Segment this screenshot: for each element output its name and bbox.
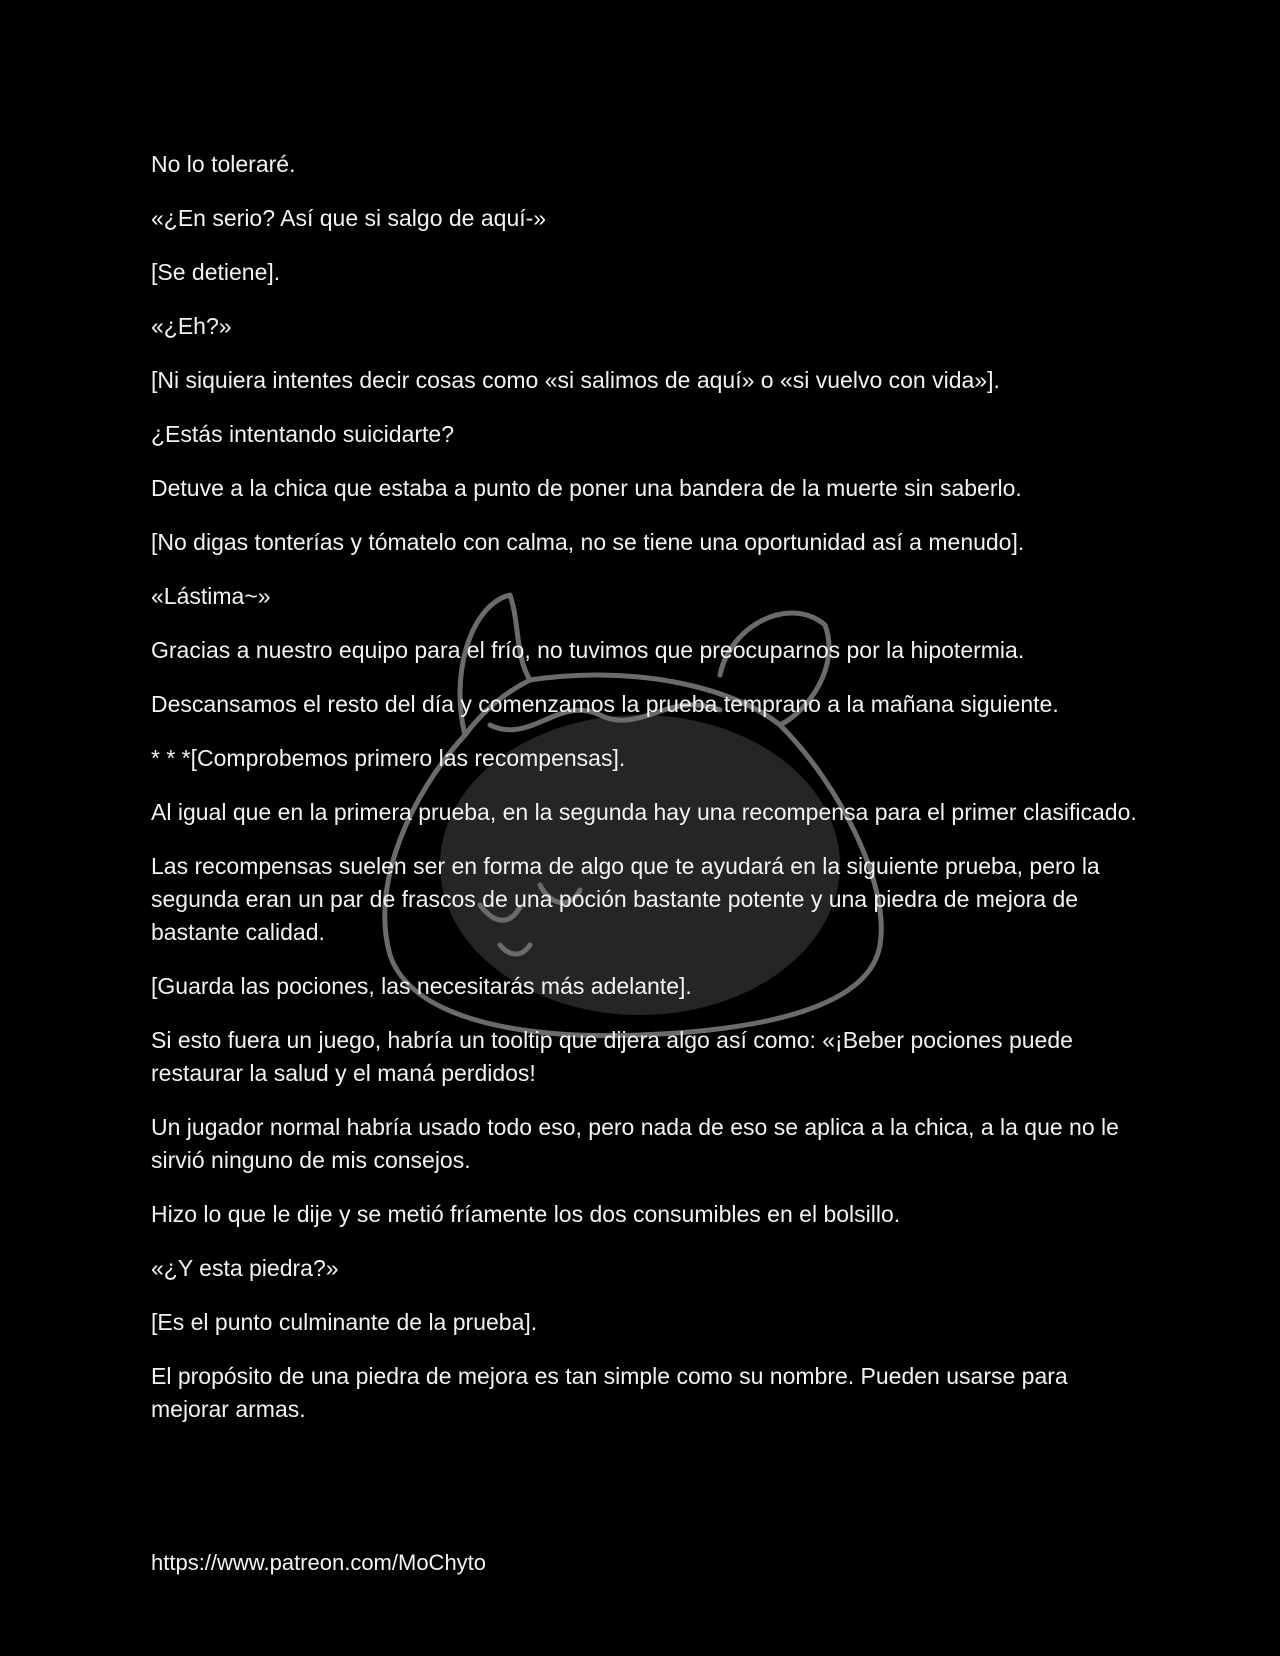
paragraph: [Es el punto culminante de la prueba]. [151,1309,538,1335]
paragraph: Un jugador normal habría usado todo eso, pero nada de eso se aplica a la chica, a la que no le sirvió ninguno de mis consejos. [151,1114,1126,1173]
paragraph: «¿Y esta piedra?» [151,1255,339,1281]
paragraph: Las recompensas suelen ser en forma de algo que te ayudará en la siguiente prueba, pero la segunda eran un par de frascos de una poción bastante potente y una piedra de mejora de bastante calidad. [151,853,1107,945]
paragraph: «¿En serio? Así que si salgo de aquí-» [151,205,547,231]
paragraph: * * *[Comprobemos primero las recompensas]. [151,745,626,771]
paragraph: Detuve a la chica que estaba a punto de poner una bandera de la muerte sin saberlo. [151,475,1022,501]
chapter-text [151,148,1141,1447]
paragraph: Descansamos el resto del día y comenzamos la prueba temprano a la mañana siguiente. [151,691,1059,717]
patreon-link[interactable]: https://www.patreon.com/MoChyto [151,1550,487,1575]
paragraph: Al igual que en la primera prueba, en la segunda hay una recompensa para el primer clasificado. [151,799,1137,825]
paragraph: [Guarda las pociones, las necesitarás más adelante]. [151,973,692,999]
paragraph: «Lástima~» [151,583,271,609]
paragraph: Gracias a nuestro equipo para el frío, no tuvimos que preocuparnos por la hipotermia. [151,637,1025,663]
paragraph: [Se detiene]. [151,259,281,285]
paragraph: [No digas tonterías y tómatelo con calma, no se tiene una oportunidad así a menudo]. [151,529,1025,555]
paragraph: Si esto fuera un juego, habría un tooltip que dijera algo así como: «¡Beber pociones puede restaurar la salud y el maná perdidos! [151,1027,1080,1086]
paragraph: Hizo lo que le dije y se metió fríamente los dos consumibles en el bolsillo. [151,1201,901,1227]
paragraph: ¿Estás intentando suicidarte? [151,421,455,447]
paragraph: No lo toleraré. [151,151,296,177]
paragraph: [Ni siquiera intentes decir cosas como «si salimos de aquí» o «si vuelvo con vida»]. [151,367,1000,393]
paragraph: El propósito de una piedra de mejora es tan simple como su nombre. Pueden usarse para mejorar armas. [151,1363,1075,1422]
paragraph: «¿Eh?» [151,313,232,339]
